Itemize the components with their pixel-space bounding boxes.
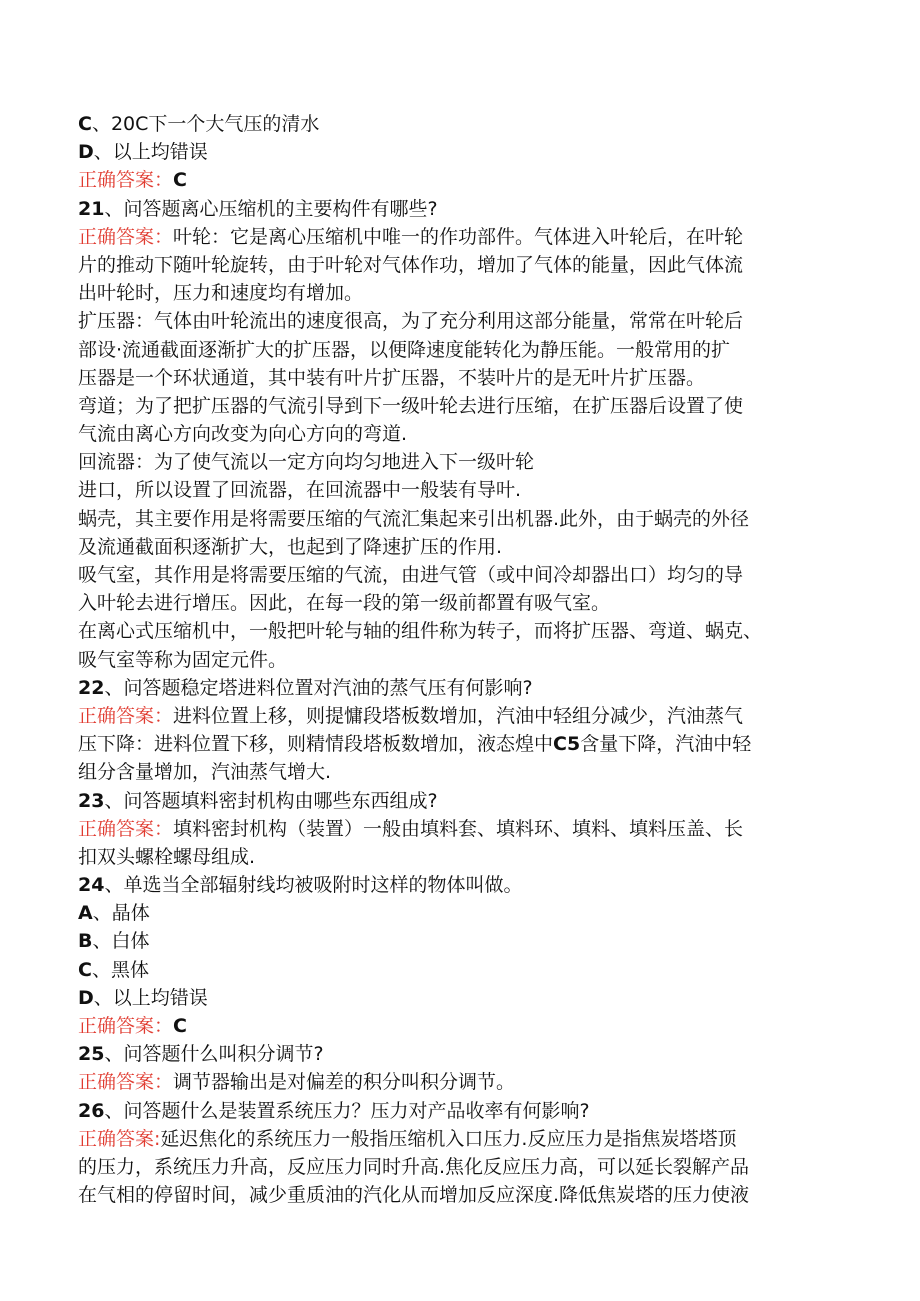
question-line: [78, 1040, 838, 1068]
answer-text: 及流通截面积逐渐扩大，也起到了降速扩压的作用.: [78, 535, 503, 558]
question-number: 21: [78, 197, 105, 220]
option-letter: A: [78, 902, 93, 925]
answer-text: 叶轮：它是离心压缩机中唯一的作功部件。气体进入叶轮后，在叶轮: [173, 225, 744, 248]
question-text: 问答题稳定塔进料位置对汽油的蒸气压有何影响?: [123, 676, 533, 699]
option-line: [78, 927, 838, 955]
separator: 、: [104, 1043, 124, 1066]
option-text: 黑体: [110, 958, 149, 981]
answer-continuation: [78, 617, 838, 645]
answer-label: 正确答案：: [78, 704, 174, 727]
answer-text: 吸气室，其作用是将需要压缩的气流，由进气管（或中间冷却器出口）均匀的导: [78, 564, 744, 586]
answer-continuation: [78, 251, 838, 279]
question-number: 22: [78, 676, 105, 699]
answer-continuation: [78, 1153, 838, 1181]
answer-continuation: [78, 758, 838, 786]
answer-continuation: [78, 843, 838, 871]
question-text: 问答题填料密封机构由哪些东西组成?: [123, 789, 438, 812]
option-letter: C: [78, 958, 92, 981]
option-text: 白体: [111, 930, 150, 953]
answer-text: 调节器输出是对偏差的积分叫积分调节。: [173, 1071, 516, 1094]
answer-text: 回流器：为了使气流以一定方向均匀地进入下一级叶轮: [78, 451, 535, 474]
answer-line: [78, 223, 838, 251]
option-line: [78, 899, 838, 927]
answer-label: 正确答案:: [78, 1127, 161, 1150]
answer-text: 扩压器：气体由叶轮流出的速度很高，为了充分利用这部分能量，常常在叶轮后: [78, 310, 744, 333]
separator: 、: [104, 197, 124, 220]
question-line: [78, 871, 838, 899]
question-number: 23: [78, 789, 105, 812]
question-text: 问答题离心压缩机的主要构件有哪些?: [123, 197, 438, 220]
separator: 、: [91, 958, 111, 981]
question-number: 26: [78, 1099, 105, 1122]
separator: 、: [93, 141, 113, 164]
separator: 、: [92, 930, 112, 953]
question-line: [78, 674, 838, 702]
option-text: 晶体: [111, 902, 150, 925]
separator: 、: [104, 874, 124, 897]
answer-continuation: [78, 420, 838, 448]
answer-line: [78, 1068, 838, 1096]
answer-line: [78, 815, 838, 843]
question-line: [78, 195, 838, 223]
answer-text: 进口，所以设置了回流器，在回流器中一般装有导叶.: [78, 479, 522, 502]
answer-value: C: [173, 169, 187, 192]
answer-text: 在气相的停留时间，减少重质油的汽化从而增加反应深度.降低焦炭塔的压力使液: [78, 1184, 750, 1207]
answer-continuation: [78, 589, 838, 617]
answer-text: 进料位置上移，则提慵段塔板数增加，汽油中轻组分减少，汽油蒸气: [173, 704, 744, 727]
answer-continuation: [78, 561, 838, 589]
answer-continuation: [78, 1181, 838, 1209]
answer-text-bold: C5: [553, 733, 581, 756]
option-text: 以上均错误: [112, 986, 208, 1009]
answer-text: 组分含量增加，汽油蒸气增大.: [78, 761, 332, 784]
answer-text: 延迟焦化的系统压力一般指压缩机入口压力.反应压力是指焦炭塔塔顶: [160, 1127, 737, 1150]
answer-text: 在离心式压缩机中，一般把叶轮与轴的组件称为转子，而将扩压器、弯道、蜗克、: [78, 620, 763, 643]
answer-continuation: [78, 307, 838, 335]
answer-text: 压下降：进料位置下移，则精情段塔板数增加，液态煌中: [78, 733, 554, 756]
question-line: [78, 787, 838, 815]
separator: 、: [104, 1099, 124, 1122]
answer-label: 正确答案：: [78, 1071, 174, 1094]
option-text: 以上均错误: [112, 141, 208, 164]
answer-continuation: [78, 505, 838, 533]
answer-label: 正确答案：: [78, 169, 174, 192]
question-number: 25: [78, 1043, 105, 1066]
answer-text: 部设·流通截面逐渐扩大的扩压器，以便降速度能转化为静压能。一般常用的扩: [78, 338, 731, 361]
option-letter: D: [78, 141, 94, 164]
answer-continuation: [78, 392, 838, 420]
option-text: 20C下一个大气压的清水: [110, 113, 320, 135]
answer-text: 蜗壳，其主要作用是将需要压缩的气流汇集起来引出机器.此外，由于蜗壳的外径: [78, 507, 750, 530]
option-letter: C: [78, 113, 92, 135]
answer-label: 正确答案：: [78, 817, 174, 840]
question-text: 问答题什么是装置系统压力？压力对产品收率有何影响?: [123, 1099, 590, 1122]
answer-continuation: [78, 476, 838, 504]
separator: 、: [104, 789, 124, 812]
answer-text: 压器是一个环状通道，其中装有叶片扩压器，不装叶片的是无叶片扩压器。: [78, 366, 706, 389]
answer-text: 的压力，系统压力升高，反应压力同时升高.焦化反应压力高，可以延长裂解产品: [78, 1155, 750, 1178]
question-number: 24: [78, 874, 105, 897]
answer-line: [78, 702, 838, 730]
answer-continuation: [78, 646, 838, 674]
answer-text: 吸气室等称为固定元件。: [78, 648, 288, 671]
answer-continuation: [78, 730, 838, 758]
answer-continuation: [78, 533, 838, 561]
question-text: 问答题什么叫积分调节?: [123, 1043, 324, 1066]
answer-line: [78, 166, 838, 194]
option-line: [78, 110, 838, 138]
answer-text: 入叶轮去进行增压。因此，在每一段的第一级前都置有吸气室。: [78, 592, 611, 615]
answer-text: 含量下降，汽油中轻: [580, 733, 752, 756]
answer-text: 片的推动下随叶轮旋转，由于叶轮对气体作功，增加了气体的能量，因此气体流: [78, 253, 744, 276]
answer-line: [78, 1012, 838, 1040]
option-letter: D: [78, 986, 94, 1009]
answer-text: 扣双头螺栓螺母组成.: [78, 845, 256, 868]
separator: 、: [104, 676, 124, 699]
option-letter: B: [78, 930, 93, 953]
answer-label: 正确答案：: [78, 1015, 174, 1037]
answer-text: 出叶轮时，压力和速度均有增加。: [78, 282, 364, 305]
question-text: 单选当全部辐射线均被吸附时这样的物体叫做。: [123, 874, 523, 897]
answer-text: 弯道；为了把扩压器的气流引导到下一级叶轮去进行压缩，在扩压器后设置了使: [78, 394, 744, 417]
answer-label: 正确答案：: [78, 225, 174, 248]
option-line: [78, 956, 838, 984]
answer-text: 气流由离心方向改变为向心方向的弯道.: [78, 423, 408, 446]
answer-continuation: [78, 364, 838, 392]
answer-continuation: [78, 448, 838, 476]
option-line: [78, 984, 838, 1012]
separator: 、: [92, 902, 112, 925]
option-line: [78, 138, 838, 166]
question-line: [78, 1097, 838, 1125]
answer-line: [78, 1125, 838, 1153]
separator: 、: [91, 113, 111, 135]
separator: 、: [93, 986, 113, 1009]
answer-continuation: [78, 279, 838, 307]
answer-continuation: [78, 336, 838, 364]
document-page: [78, 110, 838, 1209]
answer-value: C: [173, 1015, 187, 1037]
answer-text: 填料密封机构（装置）一般由填料套、填料环、填料、填料压盖、长: [173, 817, 744, 840]
